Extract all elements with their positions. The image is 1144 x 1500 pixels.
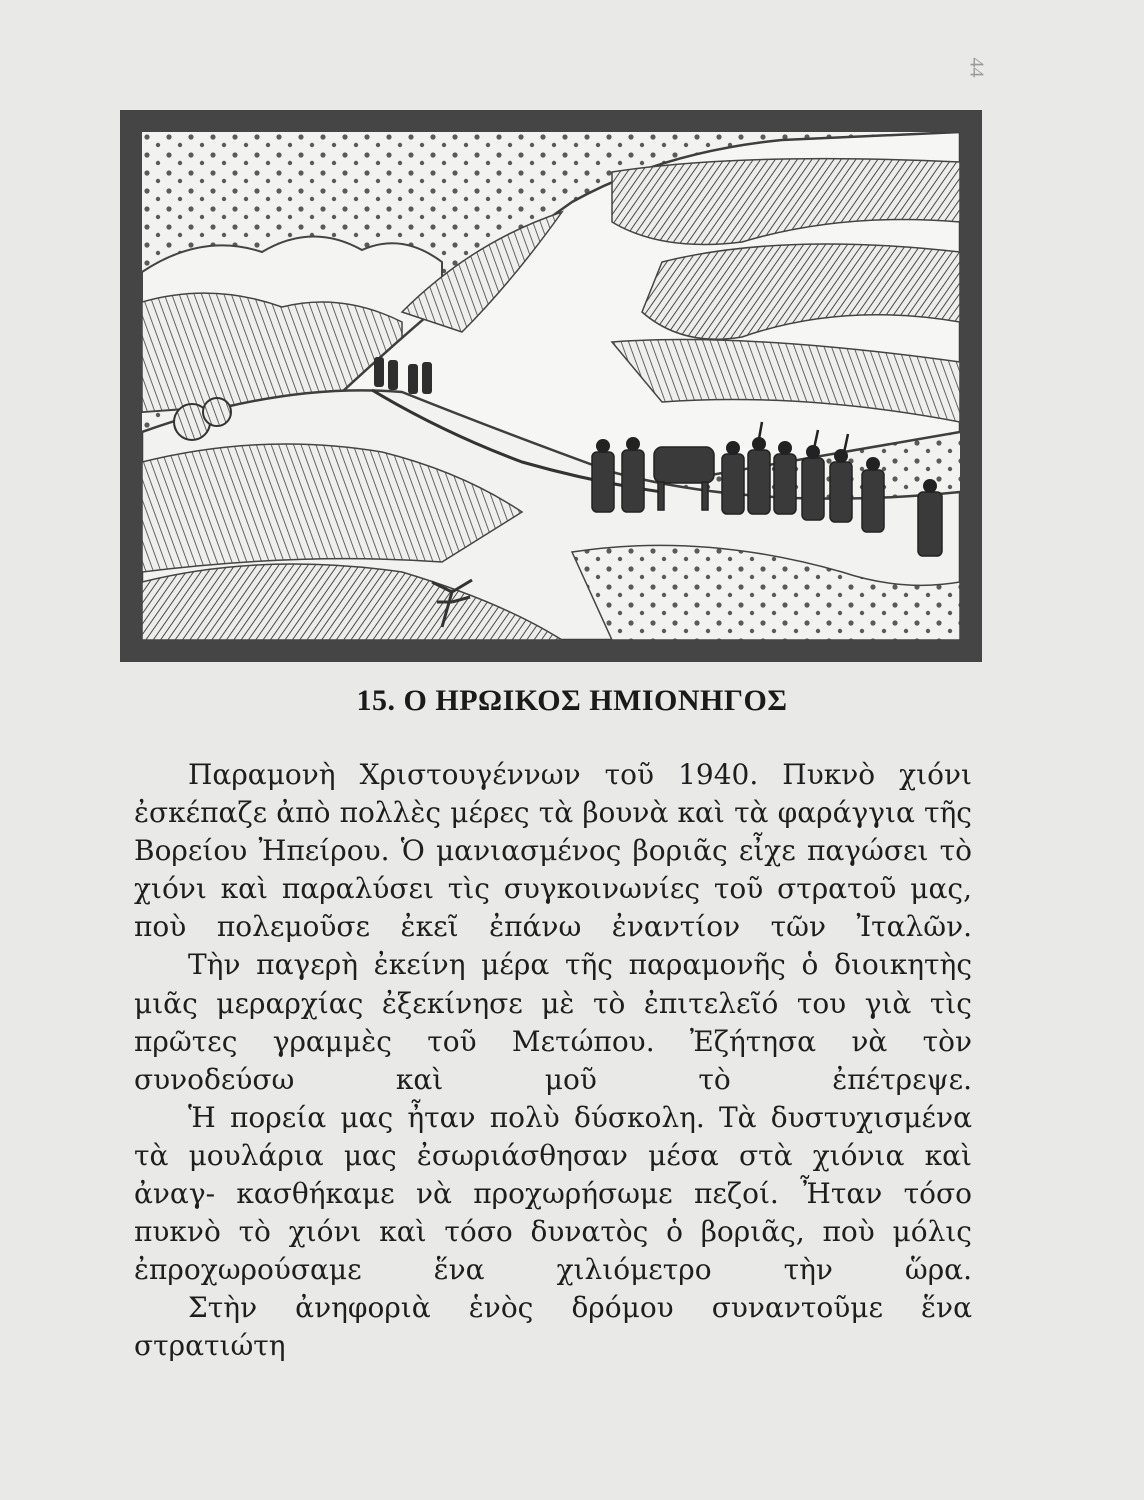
paragraph-1 [134,756,972,946]
text-line: γραμμὲς τοῦ Μετώπου. Ἐζήτησα νὰ τὸν συνοδεύσω καὶ μοῦ [134,1024,972,1096]
text-line: Βορείου Ἠπείρου. Ὁ μανιασμένος βοριᾶς εἶχε παγώσει τὸ [134,834,972,868]
text-line: χιόνι καὶ παραλύσει τὶς συγκοινωνίες τοῦ στρατοῦ μας, ποὺ [134,872,972,944]
text-line: κασθήκαμε νὰ προχωρήσωμε πεζοί. Ἦταν τόσο πυκνὸ τὸ [134,1177,972,1249]
text-line: τὸ ἐπέτρεψε. [698,1062,972,1096]
text-line: ἕνα χιλιόμετρο τὴν ὥρα. [433,1253,972,1287]
text-line: Ἡ πορεία μας ἦταν πολὺ δύσκολη. Τὰ δυστυχισμένα [188,1100,972,1134]
paragraph-2 [134,946,972,1098]
chapter-title: 15. Ο ΗΡΩΙΚΟΣ ΗΜΙΟΝΗΓΟΣ [356,684,788,717]
chapter-illustration [120,110,982,662]
woodcut-illustration-icon [142,132,960,640]
text-line: ἐσκέπαζε ἀπὸ πολλὲς μέρες τὰ βουνὰ καὶ τὰ φαράγγια τῆς [134,796,972,830]
text-line: Στὴν ἀνηφοριὰ ἑνὸς δρόμου συναντοῦμε ἕνα στρατιώτη [134,1291,972,1363]
text-line: πολεμοῦσε ἐκεῖ ἐπάνω ἐναντίον τῶν Ἰταλῶν. [216,910,972,944]
text-line: τὰ μουλάρια μας ἐσωριάσθησαν μέσα στὰ χιόνια καὶ ἀναγ- [134,1138,972,1211]
text-line: χιόνι καὶ τόσο δυνατὸς ὁ βοριᾶς, ποὺ μόλις ἐπροχωρούσαμε [134,1215,972,1287]
chapter-body [134,756,972,1366]
paragraph-3 [134,1099,972,1289]
page-number: 44 [965,57,988,78]
text-line: μιᾶς μεραρχίας ἐξεκίνησε μὲ τὸ ἐπιτελεῖό του γιὰ τὶς πρῶτες [134,986,972,1058]
text-line: Τὴν παγερὴ ἐκείνη μέρα τῆς παραμονῆς ὁ διοικητὴς [188,948,972,982]
text-line: Παραμονὴ Χριστουγέννων τοῦ 1940. Πυκνὸ χιόνι [188,758,972,791]
paragraph-4 [134,1289,972,1365]
